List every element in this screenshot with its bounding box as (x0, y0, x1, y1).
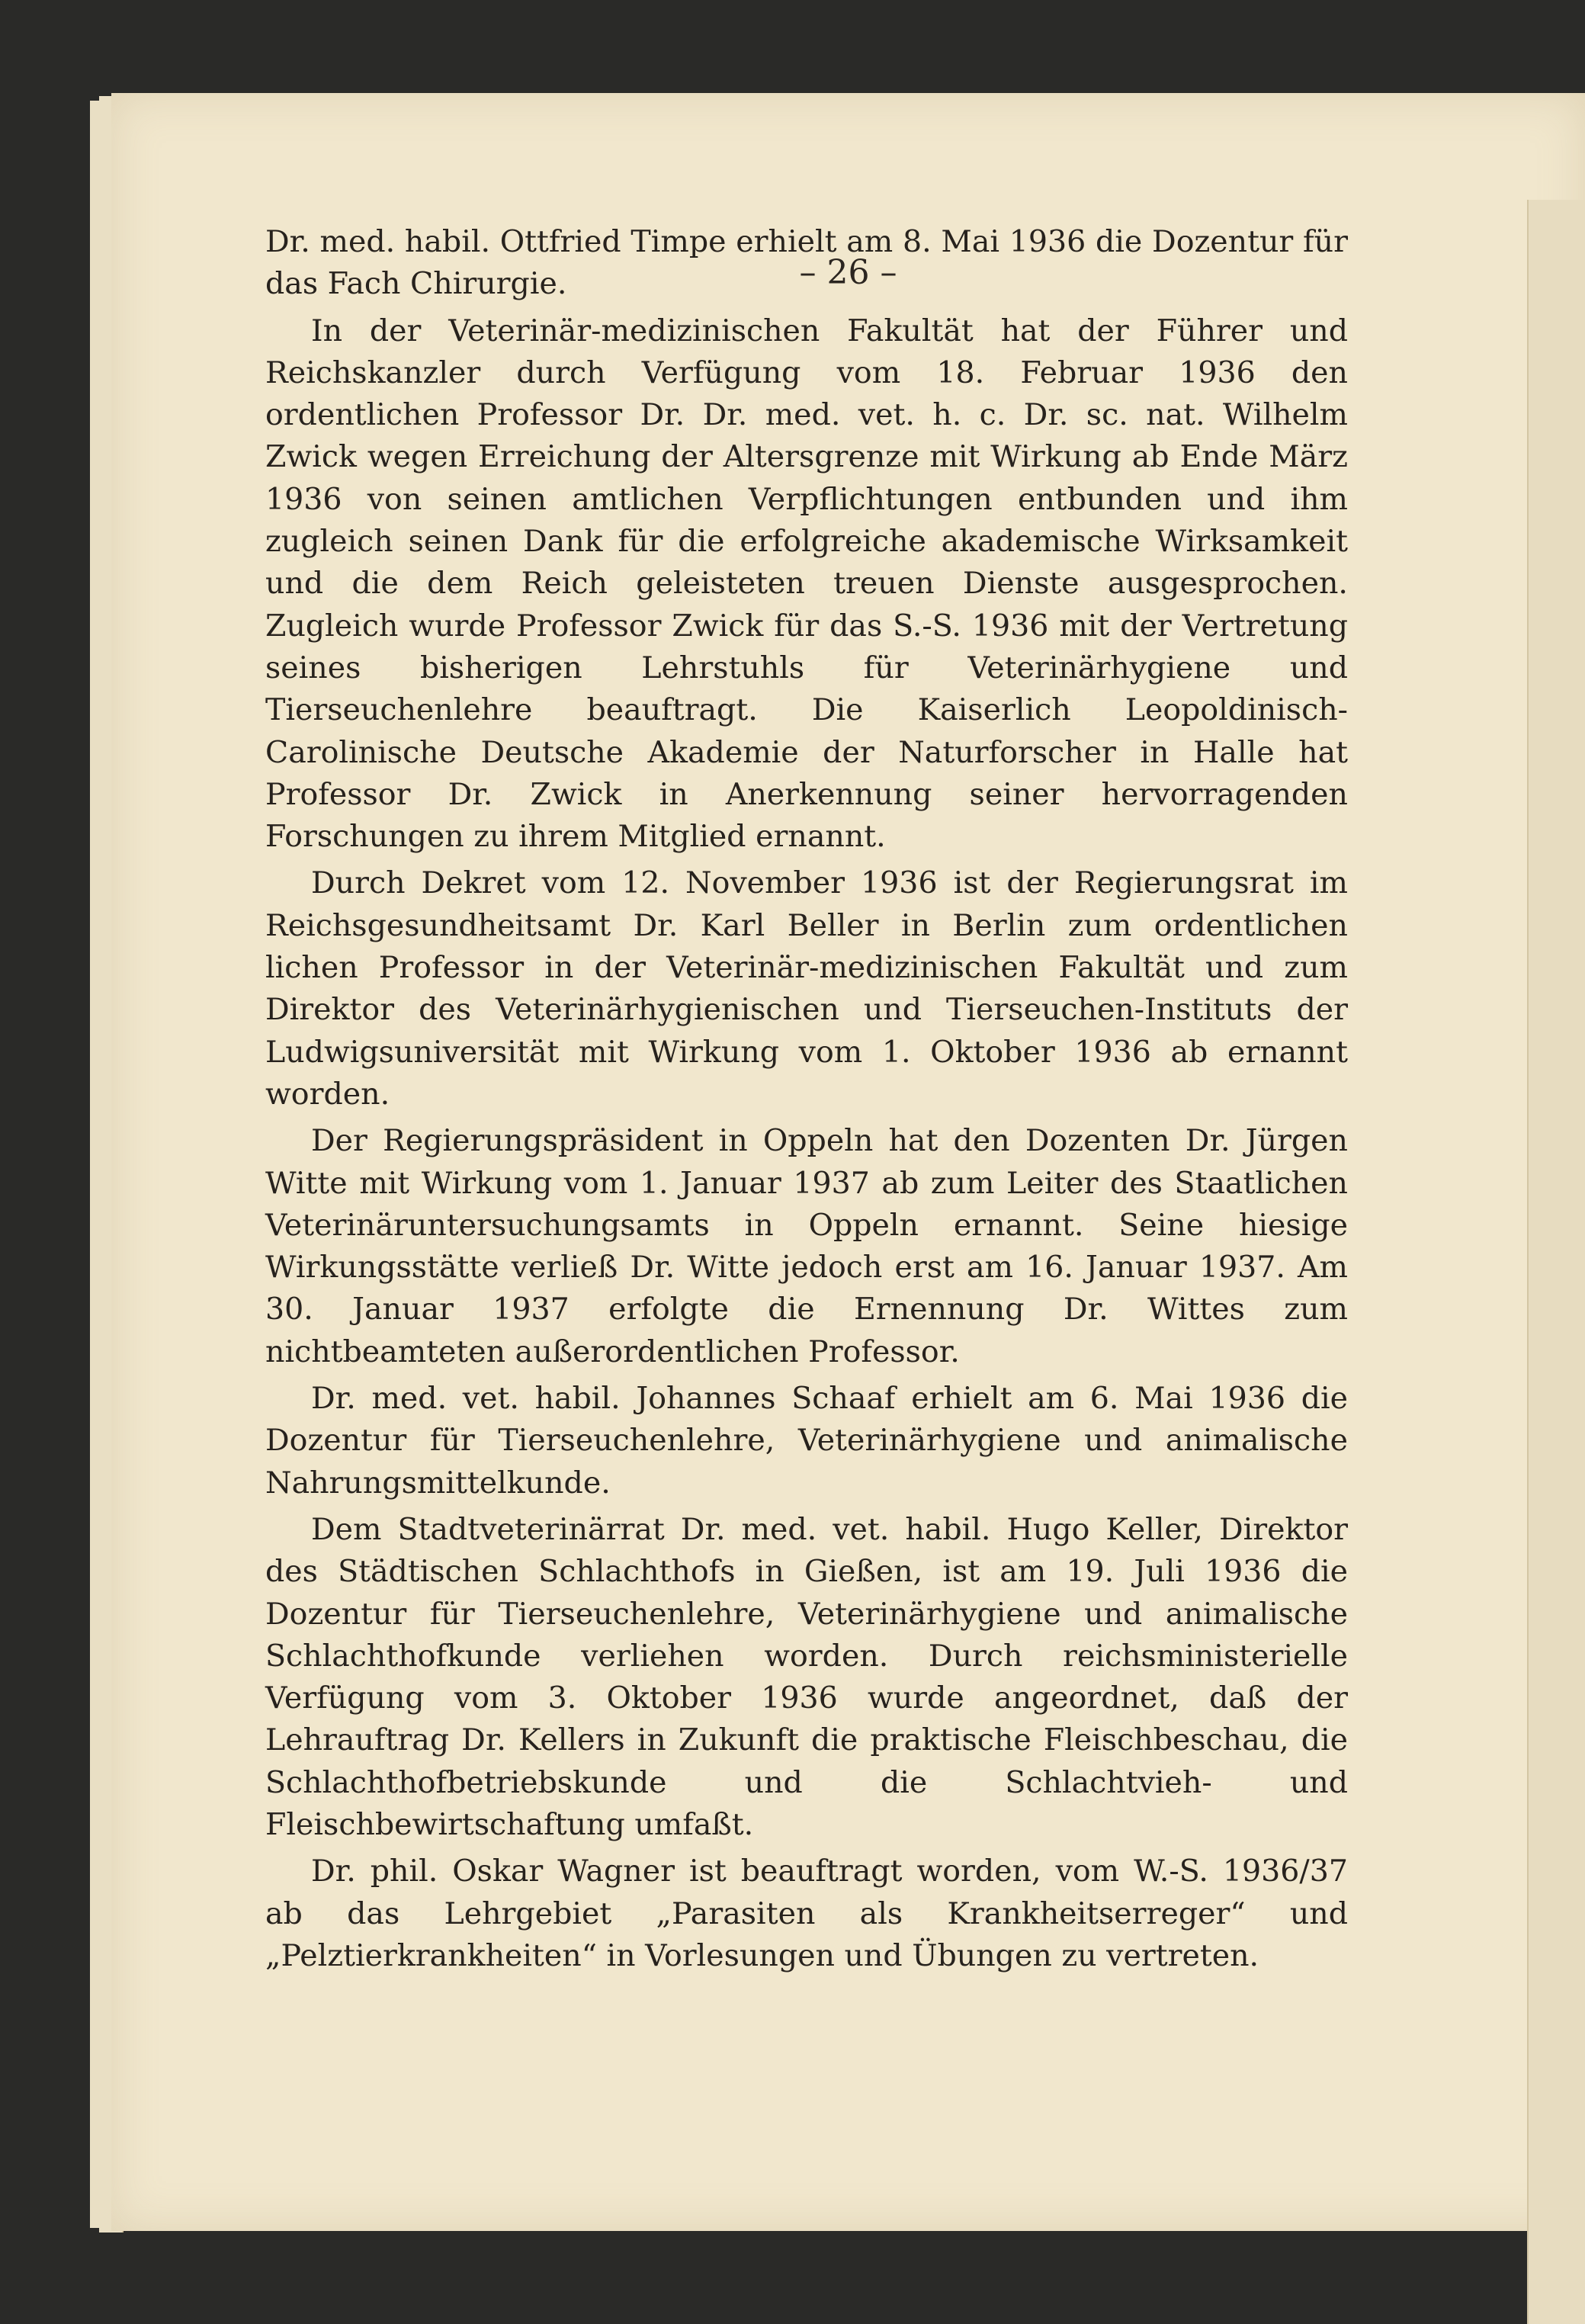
paragraph-beller: Durch Dekret vom 12. November 1936 ist der Regierungsrat im Reichsgesundheitsamt Dr. Karl Beller in Berlin zum ordentlichen lichen Professor in der Veterinär-medizinischen Fakultät und zum Direktor des Veterinärhygienischen und Tierseuchen-Instituts der Ludwigsuniversität mit Wirkung vom 1. Oktober 1936 ab ernannt worden. (265, 865, 1348, 1112)
paragraph-witte: Der Regierungspräsident in Oppeln hat den Dozenten Dr. Jürgen Witte mit Wirkung vom 1. Januar 1937 ab zum Leiter des Staatlichen Veterinäruntersuchungsamts in Oppeln ernannt. Seine hiesige Wirkungsstätte verließ Dr. Witte jedoch erst am 16. Januar 1937. Am 30. Januar 1937 erfolgte die Ernennung Dr. Wittes zum nichtbeamteten außerordentlichen Professor. (265, 1123, 1348, 1369)
body-text (265, 221, 1348, 1982)
paragraph-schaaf: Dr. med. vet. habil. Johannes Schaaf erhielt am 6. Mai 1936 die Dozentur für Tierseuchenlehre, Veterinärhygiene und animalische Nahrungsmittelkunde. (265, 1381, 1348, 1501)
paragraph-timpe: Dr. med. habil. Ottfried Timpe erhielt am 8. Mai 1936 die Dozentur für das Fach Chirurgie. (265, 224, 1348, 302)
page-edge-right (1527, 200, 1585, 2324)
paragraph-keller: Dem Stadtveterinärrat Dr. med. vet. habil. Hugo Keller, Direktor des Städtischen Schlachthofs in Gießen, ist am 19. Juli 1936 die Dozentur für Tierseuchenlehre, Veterinärhygiene und animalische Schlachthofkunde verliehen worden. Durch reichsministerielle Verfügung vom 3. Oktober 1936 wurde angeordnet, daß der Lehrauftrag Dr. Kellers in Zukunft die praktische Fleischbeschau, die Schlachthofbetriebskunde und die Schlachtvieh- und Fleischbewirtschaftung umfaßt. (265, 1511, 1348, 1842)
paragraph-wagner: Dr. phil. Oskar Wagner ist beauftragt worden, vom W.-S. 1936/37 ab das Lehrgebiet „Parasiten als Krankheitserreger“ und „Pelztierkrankheiten“ in Vorlesungen und Übungen zu vertreten. (265, 1854, 1348, 1973)
paragraph-zwick: In der Veterinär-medizinischen Fakultät hat der Führer und Reichskanzler durch Verfügung vom 18. Februar 1936 den ordentlichen Professor Dr. Dr. med. vet. h. c. Dr. sc. nat. Wilhelm Zwick wegen Erreichung der Altersgrenze mit Wirkung ab Ende März 1936 von seinen amtlichen Verpflichtungen entbunden und ihm zugleich seinen Dank für die erfolgreiche akademische Wirksamkeit und die dem Reich geleisteten treuen Dienste ausgesprochen. Zugleich wurde Professor Zwick für das S.-S. 1936 mit der Vertretung seines bisherigen Lehrstuhls für Veterinärhygiene und Tierseuchenlehre beauftragt. Die Kaiserlich Leopoldinisch-Carolinische Deutsche Akademie der Naturforscher in Halle hat Professor Dr. Zwick in Anerkennung seiner hervorragenden Forschungen zu ihrem Mitglied ernannt. (265, 313, 1348, 855)
page-number: – 26 – (799, 253, 897, 292)
